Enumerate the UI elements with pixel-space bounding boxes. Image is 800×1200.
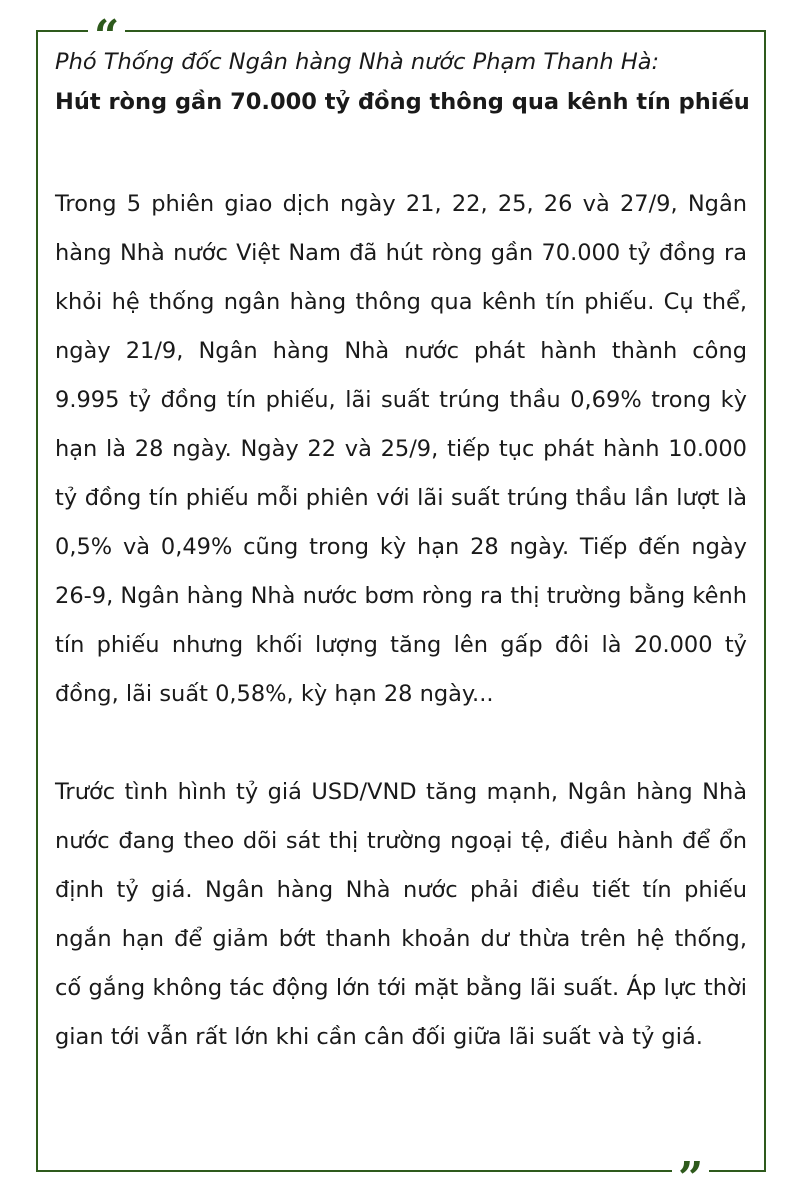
- closing-quote-icon: ”: [672, 1157, 709, 1187]
- quote-headline: Hút ròng gần 70.000 tỷ đồng thông qua kênh tín phiếu: [55, 89, 750, 115]
- paragraph-2: Trước tình hình tỷ giá USD/VND tăng mạnh, Ngân hàng Nhà nước đang theo dõi sát thị trường ngoại tệ, điều hành để ổn định tỷ giá. Ngân hàng Nhà nước phải điều tiết tín phiếu ngắn hạn để giảm bớt thanh khoản dư thừa trên hệ thống, cố gắng không tác động lớn tới mặt bằng lãi suất. Áp lực thời gian tới vẫn rất lớn khi cần cân đối giữa lãi suất và tỷ giá.: [55, 779, 747, 1050]
- paragraph-1: Trong 5 phiên giao dịch ngày 21, 22, 25, 26 và 27/9, Ngân hàng Nhà nước Việt Nam đã hút ròng gần 70.000 tỷ đồng ra khỏi hệ thống ngân hàng thông qua kênh tín phiếu. Cụ thể, ngày 21/9, Ngân hàng Nhà nước phát hành thành công 9.995 tỷ đồng tín phiếu, lãi suất trúng thầu 0,69% trong kỳ hạn là 28 ngày. Ngày 22 và 25/9, tiếp tục phát hành 10.000 tỷ đồng tín phiếu mỗi phiên với lãi suất trúng thầu lần lượt là 0,5% và 0,49% cũng trong kỳ hạn 28 ngày. Tiếp đến ngày 26-9, Ngân hàng Nhà nước bơm ròng ra thị trường bằng kênh tín phiếu nhưng khối lượng tăng lên gấp đôi là 20.000 tỷ đồng, lãi suất 0,58%, kỳ hạn 28 ngày...: [55, 191, 747, 707]
- opening-quote-icon: “: [88, 15, 125, 45]
- quote-content: [55, 42, 750, 1062]
- quote-subtitle: Phó Thống đốc Ngân hàng Nhà nước Phạm Thanh Hà:: [55, 49, 660, 75]
